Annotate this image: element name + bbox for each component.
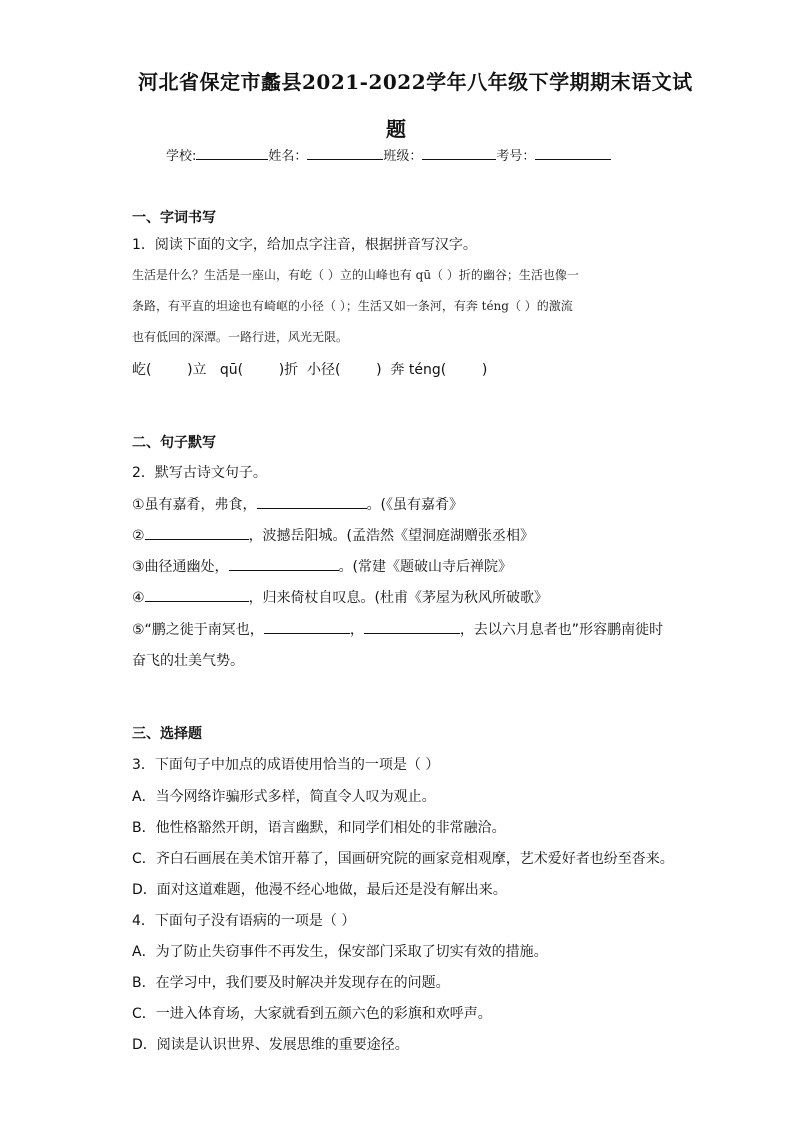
q2-item-4-source: ，归来倚杖自叹息。(杜甫《茅屋为秋风所破歌》 [248, 590, 549, 606]
passage-line-1: 生活是什么？生活是一座山，有屹（ ）立的山峰也有 qū（ ）折的幽谷；生活也像一 [132, 268, 579, 282]
q2-item-3-blank [229, 556, 339, 571]
q2-item-1-text: ①虽有嘉肴，弗食， [132, 497, 257, 513]
class-label: 班级： [383, 149, 423, 164]
q2-item-2 [132, 525, 534, 545]
q2-item-5-line-2: 奋飞的壮美气势。 [132, 653, 244, 669]
question-1-answer-line: 屹( )立 qū( )折 小径( ) 奔 téng( ) [132, 362, 488, 378]
q2-item-5-blank-1 [264, 619, 350, 634]
name-blank [307, 145, 383, 160]
q3-option-c: C．齐白石画展在美术馆开幕了，国画研究院的画家竞相观摩，艺术爱好者也纷至沓来。 [132, 851, 674, 867]
question-4-stem: 4．下面句子没有语病的一项是（ ） [132, 913, 356, 929]
passage-line-2: 条路，有平直的坦途也有崎岖的小径（ ）；生活又如一条河，有奔 téng（ ）的激流 [132, 299, 573, 313]
q2-item-2-source: ，波撼岳阳城。(孟浩然《望洞庭湖赠张丞相》 [248, 528, 535, 544]
q4-option-c: C．一进入体育场，大家就看到五颜六色的彩旗和欢呼声。 [132, 1006, 492, 1022]
exam-no-label: 考号： [496, 149, 536, 164]
q2-item-2-text: ② [132, 528, 145, 544]
q2-item-5 [132, 619, 663, 639]
question-1-stem: 1．阅读下面的文字，给加点字注音，根据拼音写汉字。 [132, 237, 477, 253]
q2-item-1-source: 。(《虽有嘉肴》 [366, 497, 464, 513]
passage-line-3: 也有低回的深潭。一路行进，风光无限。 [132, 330, 349, 344]
class-blank [422, 145, 496, 160]
q4-option-a: A．为了防止失窃事件不再发生，保安部门采取了切实有效的措施。 [132, 944, 548, 960]
q2-item-3-source: 。(常建《题破山寺后禅院》 [338, 559, 513, 575]
q4-option-b: B．在学习中，我们要及时解决并发现存在的问题。 [132, 975, 450, 991]
q4-option-d: D．阅读是认识世界、发展思维的重要途径。 [132, 1037, 409, 1053]
question-2-stem: 2．默写古诗文句子。 [132, 465, 267, 481]
page-title-line-1: 河北省保定市蠡县2021-2022学年八年级下学期期末语文试 [138, 70, 693, 94]
question-3-stem: 3．下面句子中加点的成语使用恰当的一项是（ ） [132, 757, 440, 773]
q2-item-1-blank [257, 494, 367, 509]
page-title-line-2: 题 [386, 117, 407, 141]
exam-no-blank [535, 145, 611, 160]
q2-item-5-text: ⑤“鹏之徙于南冥也， [132, 622, 264, 638]
school-label: 学校: [166, 149, 197, 164]
school-blank [196, 145, 268, 160]
q2-item-4-blank [145, 587, 249, 602]
name-label: 姓名： [268, 149, 308, 164]
q2-item-3-text: ③曲径通幽处， [132, 559, 229, 575]
q3-option-b: B．他性格豁然开朗，语言幽默，和同学们相处的非常融洽。 [132, 820, 506, 836]
q2-item-5-blank-2 [364, 619, 460, 634]
q3-option-d: D．面对这道难题，他漫不经心地做，最后还是没有解出来。 [132, 882, 507, 898]
q2-item-5-tail: ，去以六月息者也”形容鹏南徙时 [459, 622, 664, 638]
section-heading-1: 一、字词书写 [132, 210, 216, 226]
q2-item-4 [132, 587, 548, 607]
student-info-row [166, 145, 611, 164]
q2-item-5-comma: ， [349, 622, 364, 638]
section-heading-2: 二、句子默写 [132, 435, 216, 451]
q2-item-1 [132, 494, 463, 514]
section-heading-3: 三、选择题 [132, 726, 202, 742]
q2-item-4-text: ④ [132, 590, 145, 606]
q2-item-3 [132, 556, 512, 576]
q3-option-a: A．当今网络诈骗形式多样，简直令人叹为观止。 [132, 789, 436, 805]
q2-item-2-blank [145, 525, 249, 540]
